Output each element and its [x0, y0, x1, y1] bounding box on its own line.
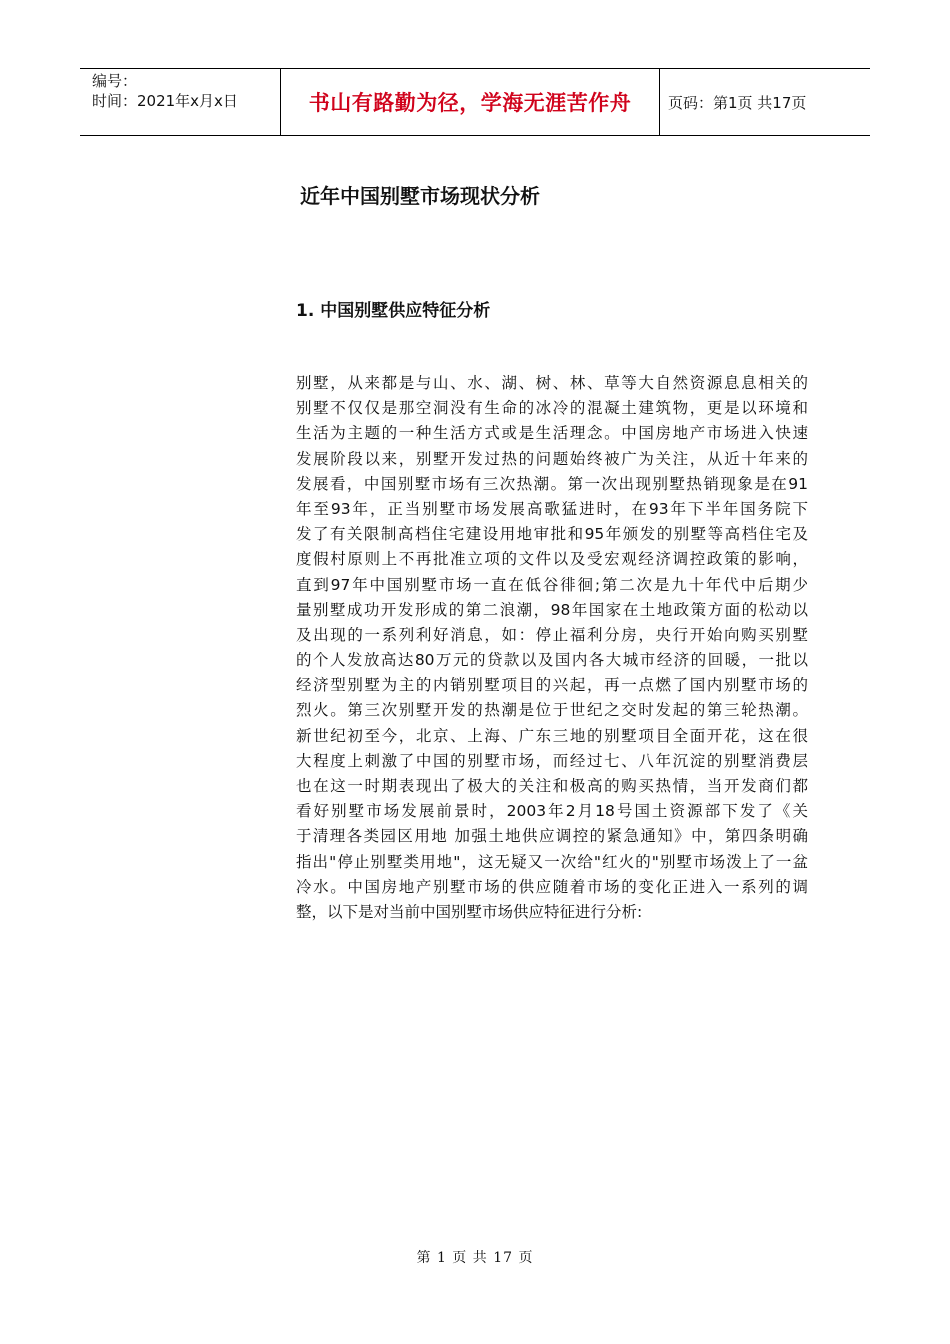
motto-cell	[281, 69, 660, 135]
page-footer: 第 1 页 共 17 页	[416, 1250, 534, 1266]
body-line: 年至93年，正当别墅市场发展高歌猛进时，在93年下半年国务院下	[296, 499, 808, 518]
motto-text: 书山有路勤为径，学海无涯苦作舟	[308, 91, 632, 115]
body-line: 度假村原则上不再批准立项的文件以及受宏观经济调控政策的影响，	[296, 550, 808, 569]
body-line: 及出现的一系列利好消息，如：停止福利分房，央行开始向购买别墅	[296, 625, 808, 644]
body-line: 发展看，中国别墅市场有三次热潮。第一次出现别墅热销现象是在91	[296, 474, 808, 493]
page-info-text: 页码：第1页 共17页	[668, 93, 807, 112]
body-line: 经济型别墅为主的内销别墅项目的兴起，再一点燃了国内别墅市场的	[296, 676, 808, 695]
body-line: 于清理各类园区用地 加强土地供应调控的紧急通知》中，第四条明确	[296, 827, 808, 846]
page-info-cell	[660, 69, 870, 135]
body-paragraph	[296, 371, 808, 925]
header-table	[80, 68, 870, 136]
body-line: 发展阶段以来，别墅开发过热的问题始终被广为关注，从近十年来的	[296, 449, 808, 468]
body-line: 别墅不仅仅是那空洞没有生命的冰冷的混凝土建筑物，更是以环境和	[296, 399, 808, 418]
body-line: 烈火。第三次别墅开发的热潮是位于世纪之交时发起的第三轮热潮。	[296, 701, 808, 720]
body-line: 指出"停止别墅类用地"，这无疑又一次给"红火的"别墅市场泼上了一盆	[296, 852, 808, 871]
body-line: 别墅，从来都是与山、水、湖、树、林、草等大自然资源息息相关的	[296, 374, 808, 392]
body-line: 冷水。中国房地产别墅市场的供应随着市场的变化正进入一系列的调	[296, 877, 808, 896]
body-line: 也在这一时期表现出了极大的关注和极高的购买热情，当开发商们都	[296, 777, 808, 795]
body-line: 大程度上刺激了中国的别墅市场，而经过七、八年沉淀的别墅消费层	[296, 751, 808, 770]
number-label: 编号：	[92, 72, 138, 90]
body-line: 的个人发放高达80万元的贷款以及国内各大城市经济的回暖，一批以	[296, 651, 808, 670]
document-title: 近年中国别墅市场现状分析	[300, 184, 540, 208]
body-line: 看好别墅市场发展前景时，2003年2月18号国土资源部下发了《关	[296, 802, 808, 821]
body-line: 整，以下是对当前中国别墅市场供应特征进行分析:	[296, 902, 643, 921]
body-line: 生活为主题的一种生活方式或是生活理念。中国房地产市场进入快速	[296, 424, 808, 443]
section-heading: 1. 中国别墅供应特征分析	[296, 301, 491, 321]
body-line: 发了有关限制高档住宅建设用地审批和95年颁发的别墅等高档住宅及	[296, 525, 808, 544]
body-line: 直到97年中国别墅市场一直在低谷徘徊;第二次是九十年代中后期少	[296, 575, 808, 594]
body-line: 新世纪初至今，北京、上海、广东三地的别墅项目全面开花，这在很	[296, 726, 808, 745]
header-meta-cell	[80, 69, 281, 135]
body-line: 量别墅成功开发形成的第二浪潮，98年国家在土地政策方面的松动以	[296, 600, 808, 619]
time-label: 时间：2021年x月x日	[92, 92, 238, 110]
